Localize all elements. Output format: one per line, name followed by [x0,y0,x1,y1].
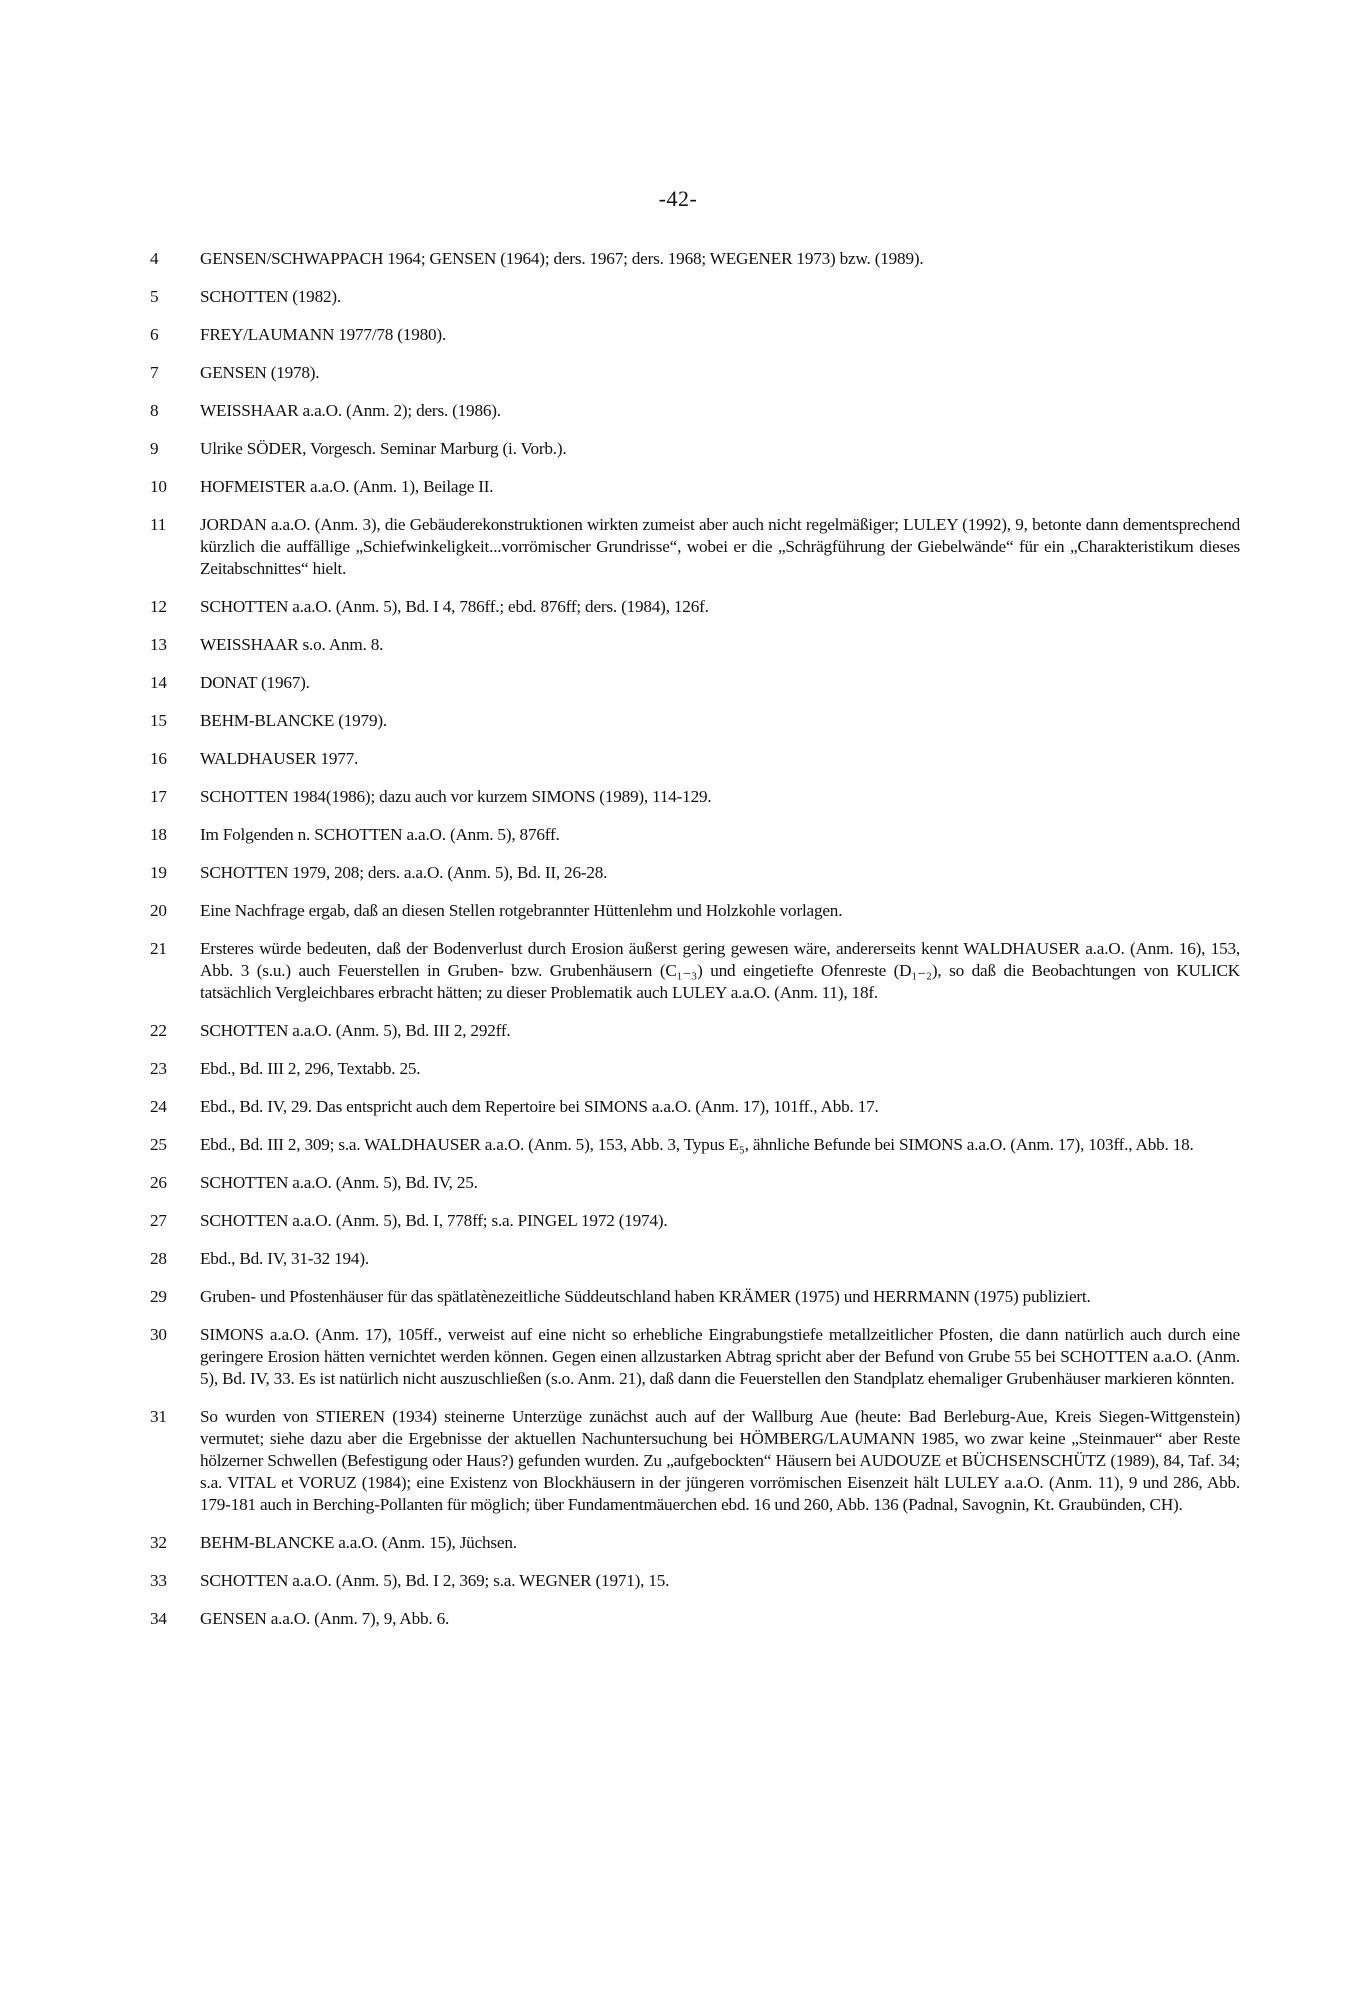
footnote-number: 24 [150,1097,167,1116]
footnote-text: BEHM-BLANCKE (1979). [200,711,387,730]
footnote-item [150,1608,1240,1630]
footnote-text: GENSEN (1978). [200,363,320,382]
footnote-number: 5 [150,287,159,306]
footnote-number: 29 [150,1287,167,1306]
footnote-item [150,362,1240,384]
footnote-number: 14 [150,673,167,692]
footnote-number: 22 [150,1021,167,1040]
footnote-text: JORDAN a.a.O. (Anm. 3), die Gebäuderekonstruktionen wirkten zumeist aber auch nicht regelmäßiger; LULEY (1992), 9, betonte dann dementsprechend kürzlich die auffällige „Schiefwinkeligkeit...vorrömischer Grundrisse“, wobei er die „Schrägführung der Giebelwände“ für ein „Charakteristikum dieses Zeitabschnittes“ hielt. [200,515,1240,578]
footnote-number: 16 [150,749,167,768]
footnote-item [150,438,1240,460]
footnote-text: DONAT (1967). [200,673,310,692]
footnote-number: 7 [150,363,159,382]
footnote-item [150,938,1240,1004]
footnote-text: So wurden von STIEREN (1934) steinerne Unterzüge zunächst auch auf der Wallburg Aue (heute: Bad Berleburg-Aue, Kreis Siegen-Wittgenstein) vermutet; siehe dazu aber die Ergebnisse der aktuellen Nachuntersuchung bei HÖMBERG/LAUMANN 1985, wo zwar keine „Steinmauer“ aber Reste hölzerner Schwellen (Befestigung oder Haus?) gefunden wurden. Zu „aufgebockten“ Häusern bei AUDOUZE et BÜCHSENSCHÜTZ (1989), 84, Taf. 34; s.a. VITAL et VORUZ (1984); eine Existenz von Blockhäusern in der jüngeren vorrömischen Eisenzeit hält LULEY a.a.O. (Anm. 11), 9 und 286, Abb. 179-181 auch in Berching-Pollanten für möglich; über Fundamentmäuerchen ebd. 16 und 260, Abb. 136 (Padnal, Savognin, Kt. Graubünden, CH). [200,1407,1240,1514]
footnote-item [150,476,1240,498]
footnote-item [150,1286,1240,1308]
footnote-text: Ebd., Bd. IV, 29. Das entspricht auch dem Repertoire bei SIMONS a.a.O. (Anm. 17), 101ff., Abb. 17. [200,1097,879,1116]
footnote-text: Eine Nachfrage ergab, daß an diesen Stellen rotgebrannter Hüttenlehm und Holzkohle vorlagen. [200,901,843,920]
footnote-number: 18 [150,825,167,844]
footnote-text: SCHOTTEN a.a.O. (Anm. 5), Bd. I 2, 369; s.a. WEGNER (1971), 15. [200,1571,670,1590]
footnote-number: 6 [150,325,159,344]
footnote-text: SCHOTTEN a.a.O. (Anm. 5), Bd. III 2, 292ff. [200,1021,511,1040]
footnote-text: SCHOTTEN 1979, 208; ders. a.a.O. (Anm. 5), Bd. II, 26-28. [200,863,608,882]
page-number: -42- [658,186,698,211]
footnote-number: 20 [150,901,167,920]
footnote-item [150,1248,1240,1270]
footnote-text: SIMONS a.a.O. (Anm. 17), 105ff., verweist auf eine nicht so erhebliche Eingrabungstiefe metallzeitlicher Pfosten, die dann natürlich auch durch eine geringere Erosion hätten vernichtet werden können. Gegen einen allzustarken Abtrag spricht aber der Befund von Grube 55 bei SCHOTTEN a.a.O. (Anm. 5), Bd. IV, 33. Es ist natürlich nicht auszuschließen (s.o. Anm. 21), daß dann die Feuerstellen den Standplatz ehemaliger Grubenhäuser markieren könnten. [200,1325,1240,1388]
footnote-item [150,1134,1240,1156]
footnote-text: FREY/LAUMANN 1977/78 (1980). [200,325,447,344]
footnote-number: 23 [150,1059,167,1078]
footnote-text: Ersteres würde bedeuten, daß der Bodenverlust durch Erosion äußerst gering gewesen wäre, andererseits kennt WALDHAUSER a.a.O. (Anm. 16), 153, Abb. 3 (s.u.) auch Feuerstellen in Gruben- bzw. Grubenhäusern (C₁₋₃) und eingetiefte Ofenreste (D₁₋₂), so daß die Beobachtungen von KULICK tatsächlich Vergleichbares erbracht hätten; zu dieser Problematik auch LULEY a.a.O. (Anm. 11), 18f. [200,939,1240,1002]
footnote-number: 30 [150,1325,167,1344]
footnote-number: 28 [150,1249,167,1268]
footnote-number: 10 [150,477,167,496]
footnote-number: 13 [150,635,167,654]
footnote-number: 4 [150,249,159,268]
footnote-text: SCHOTTEN a.a.O. (Anm. 5), Bd. I, 778ff; s.a. PINGEL 1972 (1974). [200,1211,668,1230]
footnotes-list [150,248,1240,1646]
footnote-text: Gruben- und Pfostenhäuser für das spätlatènezeitliche Süddeutschland haben KRÄMER (1975) und HERRMANN (1975) publiziert. [200,1287,1091,1306]
footnote-number: 21 [150,939,167,958]
footnote-number: 25 [150,1135,167,1154]
footnote-item [150,1406,1240,1516]
footnote-text: Ulrike SÖDER, Vorgesch. Seminar Marburg (i. Vorb.). [200,439,567,458]
footnote-item [150,596,1240,618]
footnote-number: 31 [150,1407,167,1426]
footnote-text: Ebd., Bd. III 2, 309; s.a. WALDHAUSER a.a.O. (Anm. 5), 153, Abb. 3, Typus E₅, ähnliche Befunde bei SIMONS a.a.O. (Anm. 17), 103ff., Abb. 18. [200,1135,1194,1154]
footnote-item [150,1058,1240,1080]
footnote-item [150,1324,1240,1390]
footnote-number: 34 [150,1609,167,1628]
footnote-item [150,400,1240,422]
footnote-item [150,900,1240,922]
footnote-item [150,824,1240,846]
footnote-item [150,1020,1240,1042]
footnote-item [150,1532,1240,1554]
footnote-number: 12 [150,597,167,616]
footnote-item [150,672,1240,694]
footnote-item [150,862,1240,884]
footnote-item [150,786,1240,808]
footnote-item [150,286,1240,308]
footnote-text: GENSEN/SCHWAPPACH 1964; GENSEN (1964); ders. 1967; ders. 1968; WEGENER 1973) bzw. (1989). [200,249,924,268]
footnote-text: SCHOTTEN 1984(1986); dazu auch vor kurzem SIMONS (1989), 114-129. [200,787,712,806]
footnote-number: 8 [150,401,159,420]
footnote-item [150,324,1240,346]
footnote-text: HOFMEISTER a.a.O. (Anm. 1), Beilage II. [200,477,494,496]
footnote-number: 11 [150,515,167,534]
footnote-text: GENSEN a.a.O. (Anm. 7), 9, Abb. 6. [200,1609,450,1628]
footnote-number: 15 [150,711,167,730]
footnote-text: SCHOTTEN a.a.O. (Anm. 5), Bd. IV, 25. [200,1173,478,1192]
footnote-text: WEISSHAAR s.o. Anm. 8. [200,635,384,654]
footnote-number: 17 [150,787,167,806]
footnote-item [150,1172,1240,1194]
footnote-item [150,1096,1240,1118]
footnote-text: SCHOTTEN (1982). [200,287,341,306]
footnote-text: Ebd., Bd. IV, 31-32 194). [200,1249,369,1268]
footnote-text: SCHOTTEN a.a.O. (Anm. 5), Bd. I 4, 786ff.; ebd. 876ff; ders. (1984), 126f. [200,597,709,616]
footnote-item [150,710,1240,732]
footnote-number: 33 [150,1571,167,1590]
footnote-number: 19 [150,863,167,882]
footnote-item [150,1570,1240,1592]
footnote-text: WEISSHAAR a.a.O. (Anm. 2); ders. (1986). [200,401,501,420]
footnote-text: Im Folgenden n. SCHOTTEN a.a.O. (Anm. 5), 876ff. [200,825,560,844]
footnote-number: 9 [150,439,159,458]
footnote-item [150,748,1240,770]
footnote-number: 32 [150,1533,167,1552]
footnote-item [150,1210,1240,1232]
footnote-item [150,248,1240,270]
footnote-item [150,634,1240,656]
footnote-item [150,514,1240,580]
footnote-number: 26 [150,1173,167,1192]
footnote-number: 27 [150,1211,167,1230]
footnote-text: WALDHAUSER 1977. [200,749,359,768]
footnote-text: BEHM-BLANCKE a.a.O. (Anm. 15), Jüchsen. [200,1533,517,1552]
footnote-text: Ebd., Bd. III 2, 296, Textabb. 25. [200,1059,421,1078]
